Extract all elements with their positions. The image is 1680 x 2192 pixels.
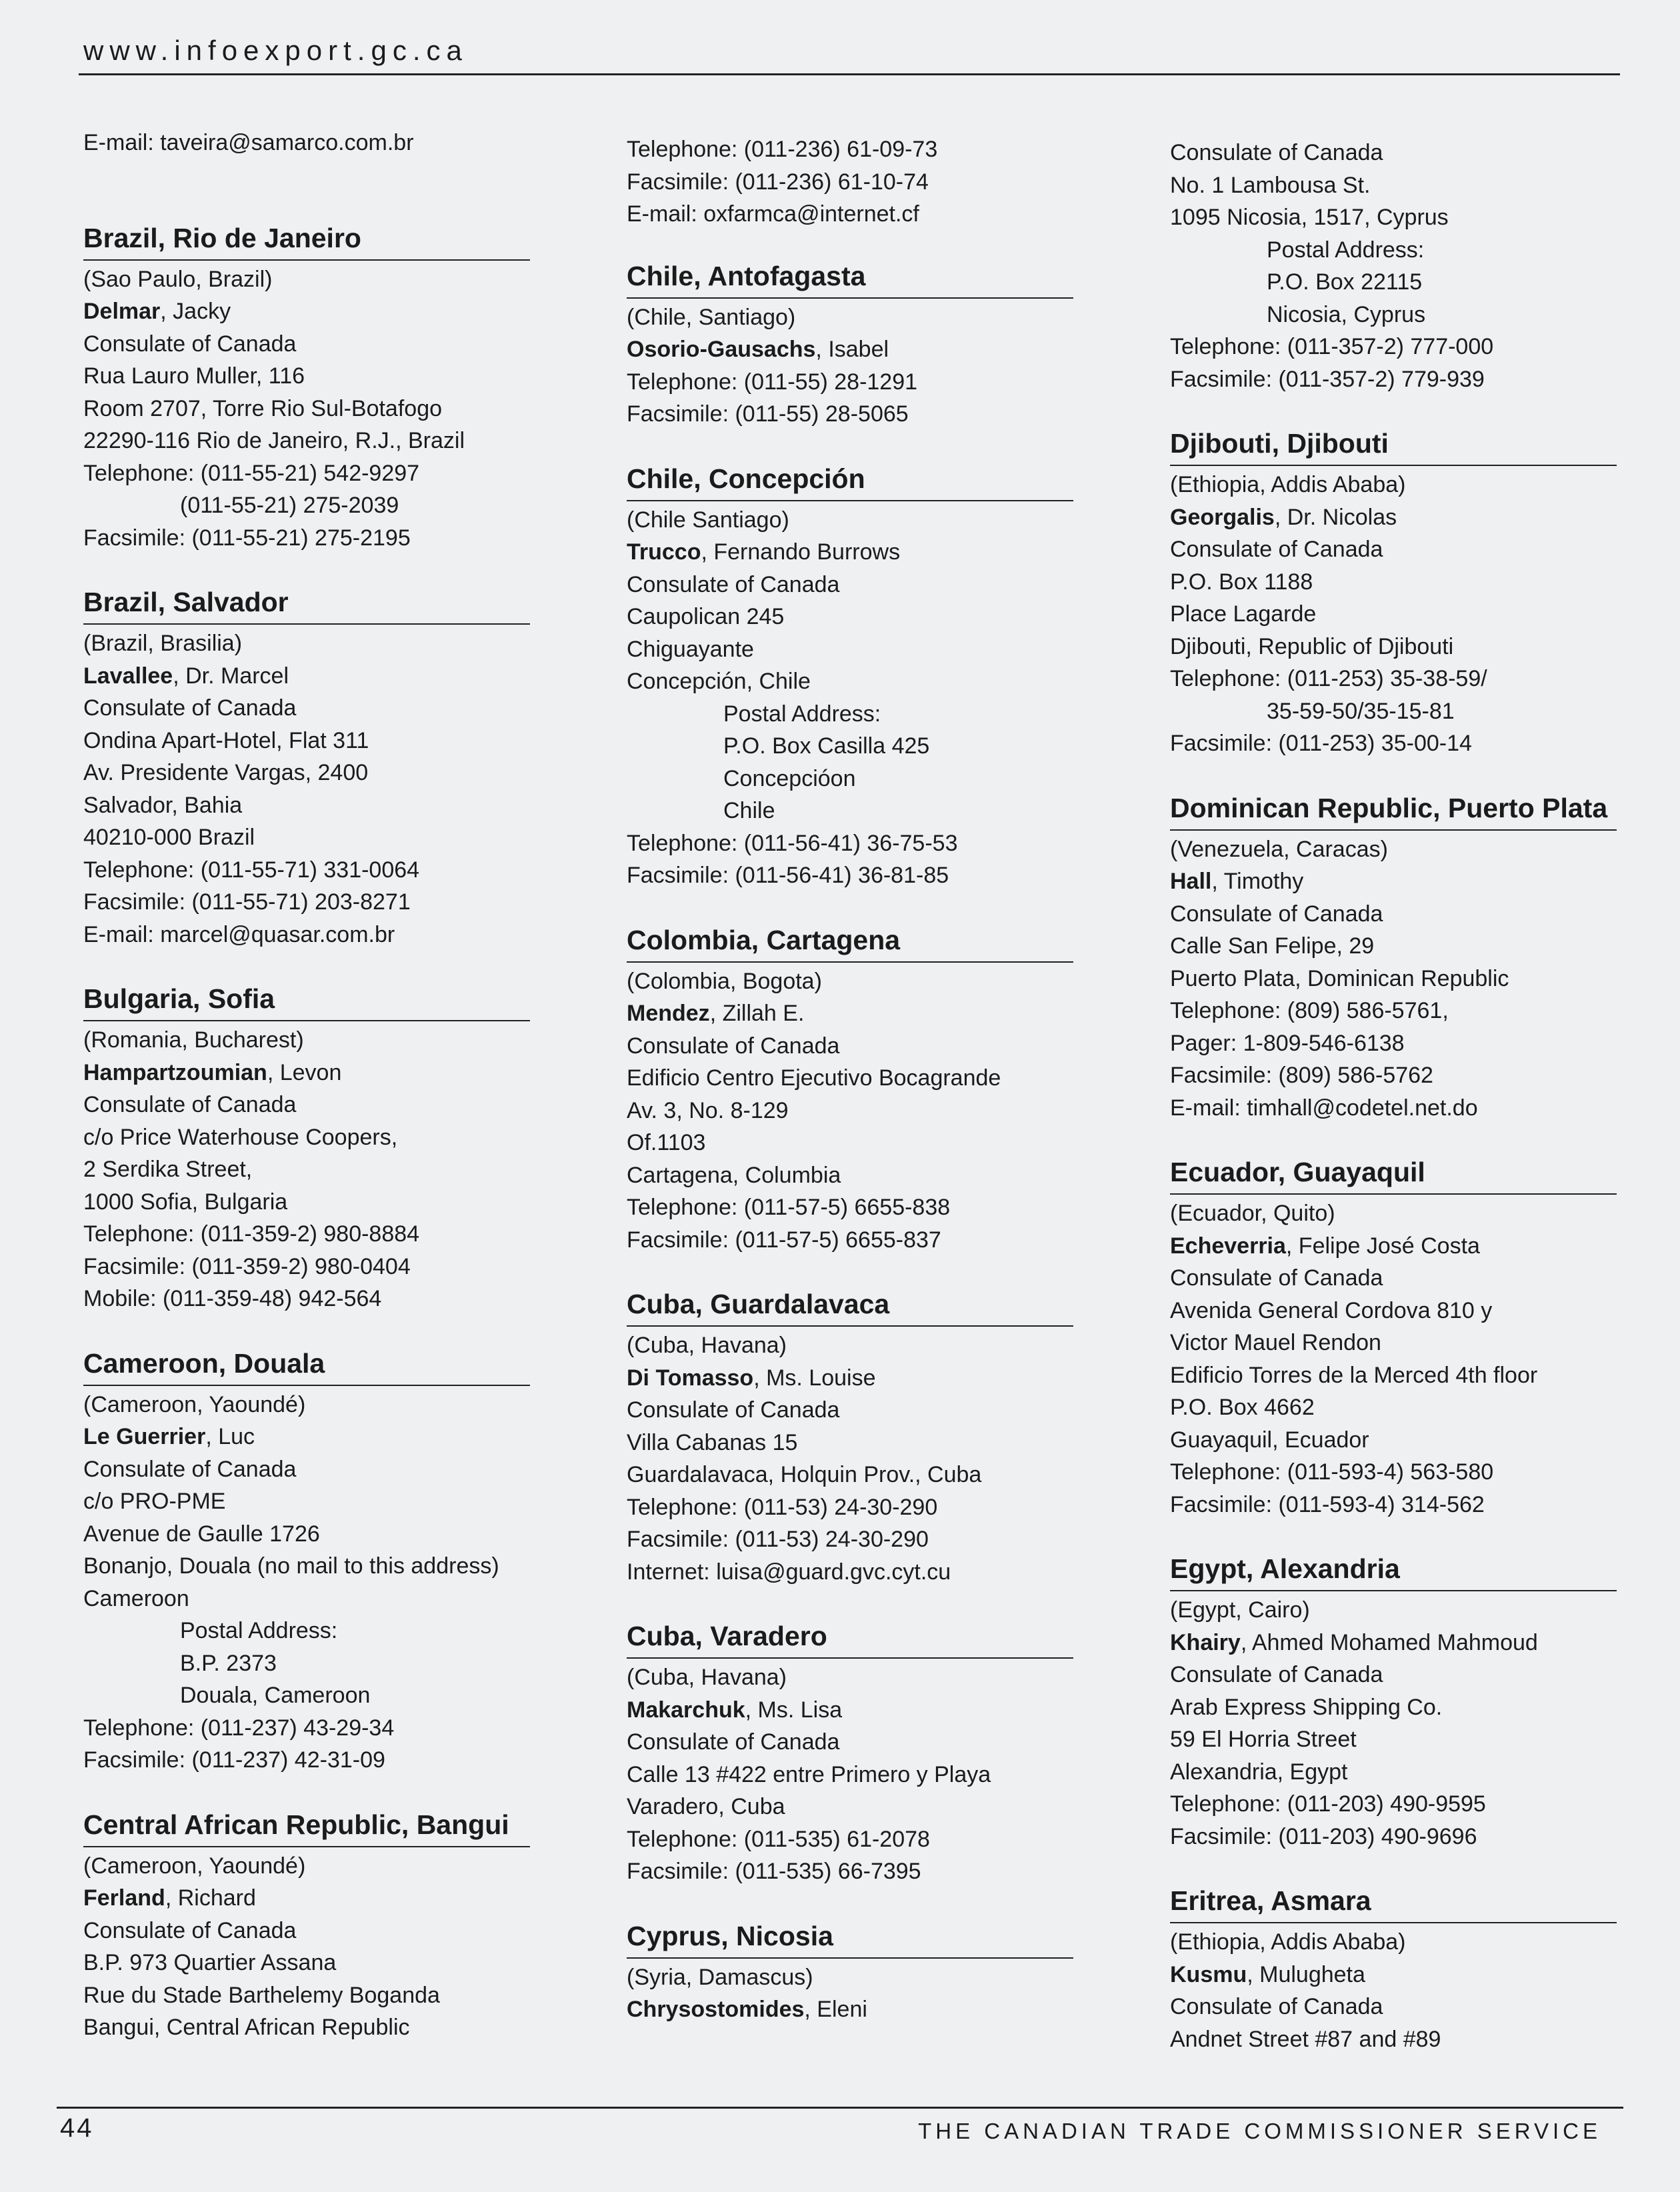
address-line: Consulate of Canada (1170, 1662, 1383, 1687)
address-line: Facsimile: (011-203) 490-9696 (1170, 1823, 1477, 1849)
entry-region: (Ecuador, Quito) (1170, 1201, 1335, 1226)
entry-title: Brazil, Salvador (83, 583, 530, 625)
entry-region: (Venezuela, Caracas) (1170, 836, 1388, 862)
directory-entry (627, 1917, 1147, 2026)
address-line: Postal Address: (723, 701, 881, 727)
address-line: 40210-000 Brazil (83, 825, 255, 850)
contact-surname: Kusmu (1170, 1961, 1247, 1987)
contact-name (83, 295, 637, 328)
directory-entry (83, 1806, 637, 2044)
address-line: Caupolican 245 (627, 604, 785, 629)
address-line: Room 2707, Torre Rio Sul-Botafogo (83, 395, 443, 421)
entry-region: (Cameroon, Yaoundé) (83, 1853, 306, 1879)
address-line: Facsimile: (011-56-41) 36-81-85 (627, 863, 949, 888)
column-3 (1170, 137, 1637, 2055)
address-line: Consulate of Canada (1170, 1265, 1383, 1291)
address-line: c/o PRO-PME (83, 1489, 226, 1514)
entry-title: Bulgaria, Sofia (83, 980, 530, 1021)
address-line: E-mail: taveira@samarco.com.br (83, 130, 414, 155)
address-line: Facsimile: (011-55-21) 275-2195 (83, 525, 411, 551)
address-line: 35-59-50/35-15-81 (1267, 698, 1455, 724)
address-line: Telephone: (011-357-2) 777-000 (1170, 334, 1494, 359)
contact-surname: Hampartzoumian (83, 1059, 267, 1085)
address-line: 1000 Sofia, Bulgaria (83, 1189, 288, 1215)
continued-entry (1170, 137, 1637, 395)
directory-entry (1170, 425, 1637, 760)
contact-name (1170, 1230, 1637, 1263)
contact-name (83, 1421, 637, 1453)
address-line: 2 Serdika Street, (83, 1157, 253, 1182)
contact-name (1170, 501, 1637, 534)
address-line: Consulate of Canada (1170, 537, 1383, 562)
address-line: Consulate of Canada (1170, 140, 1383, 165)
contact-surname: Makarchuk (627, 1697, 745, 1723)
directory-entry (627, 1285, 1147, 1588)
entry-title: Cameroon, Douala (83, 1345, 530, 1386)
address-line: Ondina Apart-Hotel, Flat 311 (83, 727, 369, 753)
address-line: Cartagena, Columbia (627, 1162, 841, 1188)
address-line: Arab Express Shipping Co. (1170, 1694, 1443, 1720)
page-number: 44 (60, 2113, 94, 2143)
contact-surname: Ferland (83, 1885, 165, 1911)
address-line: Consulate of Canada (1170, 901, 1383, 927)
address-line: Consulate of Canada (1170, 1994, 1383, 2019)
address-line: Av. 3, No. 8-129 (627, 1097, 789, 1123)
address-line: 22290-116 Rio de Janeiro, R.J., Brazil (83, 428, 465, 453)
directory-entry (627, 921, 1147, 1257)
address-line: B.P. 2373 (180, 1650, 277, 1676)
contact-given-name: , Dr. Marcel (173, 663, 289, 689)
entry-region: (Sao Paulo, Brazil) (83, 266, 273, 292)
address-line: Calle 13 #422 entre Primero y Playa (627, 1761, 991, 1787)
address-line: Telephone: (809) 586-5761, (1170, 998, 1449, 1023)
address-line: Puerto Plata, Dominican Republic (1170, 965, 1509, 991)
contact-name (83, 1057, 637, 1089)
contact-surname: Khairy (1170, 1629, 1241, 1655)
entry-region: (Cuba, Havana) (627, 1333, 787, 1358)
contact-surname: Georgalis (1170, 504, 1275, 530)
address-line: Bangui, Central African Republic (83, 2015, 410, 2040)
address-line: Facsimile: (809) 586-5762 (1170, 1063, 1433, 1088)
publication-name: THE CANADIAN TRADE COMMISSIONER SERVICE (918, 2119, 1601, 2143)
contact-surname: Delmar (83, 299, 161, 324)
address-line: Consulate of Canada (83, 1456, 297, 1482)
directory-entry (627, 257, 1147, 431)
contact-name (1170, 1959, 1637, 1991)
address-line: Facsimile: (011-253) 35-00-14 (1170, 731, 1472, 756)
contact-given-name: , Felipe José Costa (1285, 1233, 1480, 1259)
contact-given-name: , Fernando Burrows (701, 539, 901, 565)
contact-name (627, 1694, 1147, 1727)
address-line: Telephone: (011-236) 61-09-73 (627, 137, 938, 162)
entry-title: Brazil, Rio de Janeiro (83, 219, 530, 261)
directory-entry (627, 460, 1147, 892)
address-line: E-mail: timhall@codetel.net.do (1170, 1095, 1478, 1121)
entry-region: (Colombia, Bogota) (627, 968, 822, 994)
address-line: Nicosia, Cyprus (1267, 301, 1426, 327)
address-line: 1095 Nicosia, 1517, Cyprus (1170, 205, 1449, 230)
contact-name (83, 660, 637, 693)
address-line: Telephone: (011-237) 43-29-34 (83, 1715, 395, 1741)
address-line: Postal Address: (1267, 237, 1425, 263)
contact-name (627, 1362, 1147, 1395)
address-line: Facsimile: (011-55) 28-5065 (627, 401, 909, 427)
contact-given-name: , Levon (267, 1059, 342, 1085)
contact-surname: Hall (1170, 869, 1212, 894)
address-line: Facsimile: (011-237) 42-31-09 (83, 1747, 385, 1773)
contact-name (627, 997, 1147, 1030)
directory-entry (83, 583, 637, 951)
entry-region: (Brazil, Brasilia) (83, 631, 243, 656)
address-line: Consulate of Canada (627, 571, 840, 597)
entry-region: (Syria, Damascus) (627, 1964, 813, 1990)
address-line: Concepcióon (723, 765, 856, 791)
contact-given-name: , Richard (165, 1885, 256, 1911)
entry-title: Eritrea, Asmara (1170, 1882, 1617, 1923)
entry-region: (Egypt, Cairo) (1170, 1597, 1310, 1623)
address-line: Guardalavaca, Holquin Prov., Cuba (627, 1462, 982, 1487)
address-line: Pager: 1-809-546-6138 (1170, 1030, 1405, 1056)
address-line: Telephone: (011-535) 61-2078 (627, 1826, 930, 1852)
address-line: Av. Presidente Vargas, 2400 (83, 760, 369, 785)
directory-entry (83, 1345, 637, 1777)
bottom-divider (57, 2107, 1623, 2109)
address-line: Telephone: (011-593-4) 563-580 (1170, 1459, 1494, 1485)
address-line: 59 El Horria Street (1170, 1727, 1357, 1752)
contact-surname: Osorio-Gausachs (627, 337, 816, 362)
address-line: Consulate of Canada (83, 695, 297, 721)
address-line: P.O. Box Casilla 425 (723, 733, 930, 759)
contact-given-name: , Eleni (804, 1997, 867, 2022)
contact-name (627, 536, 1147, 569)
address-line: Consulate of Canada (83, 1092, 297, 1117)
address-line: Avenida General Cordova 810 y (1170, 1297, 1493, 1323)
entry-title: Egypt, Alexandria (1170, 1550, 1617, 1591)
directory-entry (1170, 1153, 1637, 1521)
address-line: Of.1103 (627, 1130, 706, 1155)
entry-title: Chile, Antofagasta (627, 257, 1073, 299)
address-line: Edificio Centro Ejecutivo Bocagrande (627, 1065, 1001, 1091)
contact-name (83, 1882, 637, 1915)
address-line: Salvador, Bahia (83, 792, 243, 818)
address-line: Telephone: (011-55-21) 542-9297 (83, 460, 420, 486)
continued-entry (83, 127, 637, 159)
address-line: Consulate of Canada (83, 1917, 297, 1943)
address-line: E-mail: oxfarmca@internet.cf (627, 201, 919, 227)
entry-region: (Romania, Bucharest) (83, 1027, 304, 1053)
address-line: Telephone: (011-53) 24-30-290 (627, 1494, 938, 1520)
address-line: Avenue de Gaulle 1726 (83, 1521, 320, 1547)
address-line: B.P. 973 Quartier Assana (83, 1950, 337, 1975)
address-line: Villa Cabanas 15 (627, 1429, 798, 1455)
address-line: Telephone: (011-55-71) 331-0064 (83, 857, 420, 883)
address-line: Rua Lauro Muller, 116 (83, 363, 305, 389)
address-line: Concepción, Chile (627, 669, 811, 694)
site-url: www.infoexport.gc.ca (83, 35, 468, 66)
address-line: Facsimile: (011-357-2) 779-939 (1170, 366, 1485, 392)
entry-title: Cyprus, Nicosia (627, 1917, 1073, 1959)
contact-surname: Chrysostomides (627, 1997, 805, 2022)
address-line: Chiguayante (627, 636, 754, 662)
entry-title: Cuba, Varadero (627, 1617, 1073, 1659)
address-line: Postal Address: (180, 1618, 338, 1643)
address-line: Douala, Cameroon (180, 1683, 371, 1708)
address-line: E-mail: marcel@quasar.com.br (83, 921, 395, 947)
contact-surname: Le Guerrier (83, 1424, 206, 1449)
address-line: Chile (723, 798, 775, 823)
address-line: Internet: luisa@guard.gvc.cyt.cu (627, 1559, 951, 1585)
entry-region: (Ethiopia, Addis Ababa) (1170, 472, 1406, 497)
address-line: Djibouti, Republic of Djibouti (1170, 633, 1454, 659)
address-line: Facsimile: (011-53) 24-30-290 (627, 1527, 929, 1552)
address-line: Facsimile: (011-359-2) 980-0404 (83, 1253, 411, 1279)
contact-surname: Echeverria (1170, 1233, 1286, 1259)
address-line: Telephone: (011-359-2) 980-8884 (83, 1221, 420, 1247)
entry-title: Central African Republic, Bangui (83, 1806, 530, 1847)
address-line: Facsimile: (011-55-71) 203-8271 (83, 889, 411, 915)
entry-region: (Ethiopia, Addis Ababa) (1170, 1929, 1406, 1955)
address-line: Telephone: (011-56-41) 36-75-53 (627, 830, 958, 856)
contact-given-name: , Mulugheta (1247, 1961, 1365, 1987)
address-line: Cameroon (83, 1585, 189, 1611)
address-line: Facsimile: (011-593-4) 314-562 (1170, 1491, 1485, 1517)
contact-surname: Mendez (627, 1001, 710, 1026)
contact-given-name: , Ms. Lisa (745, 1697, 843, 1723)
address-line: Telephone: (011-55) 28-1291 (627, 369, 918, 395)
top-divider (79, 73, 1620, 75)
directory-entry (83, 219, 637, 555)
address-line: Consulate of Canada (627, 1397, 840, 1423)
address-line: Edificio Torres de la Merced 4th floor (1170, 1362, 1538, 1388)
contact-surname: Trucco (627, 539, 701, 565)
address-line: Calle San Felipe, 29 (1170, 933, 1375, 959)
entry-region: (Chile Santiago) (627, 507, 789, 533)
entry-region: (Cuba, Havana) (627, 1665, 787, 1690)
address-line: Telephone: (011-253) 35-38-59/ (1170, 666, 1487, 691)
address-line: Rue du Stade Barthelemy Boganda (83, 1982, 440, 2008)
address-line: Telephone: (011-57-5) 6655-838 (627, 1195, 951, 1220)
continued-entry (627, 133, 1147, 231)
directory-entry (1170, 1550, 1637, 1853)
contact-given-name: , Dr. Nicolas (1274, 504, 1397, 530)
contact-given-name: , Zillah E. (709, 1001, 805, 1026)
directory-entry (83, 980, 637, 1315)
contact-name (627, 1993, 1147, 2026)
address-line: Consulate of Canada (627, 1033, 840, 1059)
directory-entry (1170, 1882, 1637, 2055)
contact-name (1170, 1627, 1637, 1659)
column-2 (627, 133, 1147, 2026)
address-line: Mobile: (011-359-48) 942-564 (83, 1286, 382, 1311)
contact-given-name: , Isabel (815, 337, 889, 362)
contact-given-name: , Ms. Louise (753, 1365, 876, 1391)
address-line: Andnet Street #87 and #89 (1170, 2026, 1441, 2052)
directory-entry (627, 1617, 1147, 1888)
address-line: P.O. Box 1188 (1170, 569, 1313, 595)
address-line: P.O. Box 22115 (1267, 269, 1423, 295)
entry-title: Chile, Concepción (627, 460, 1073, 501)
address-line: Consulate of Canada (83, 331, 297, 357)
contact-given-name: , Ahmed Mohamed Mahmoud (1240, 1629, 1538, 1655)
address-line: c/o Price Waterhouse Coopers, (83, 1124, 398, 1150)
address-line: Consulate of Canada (627, 1729, 840, 1755)
entry-title: Cuba, Guardalavaca (627, 1285, 1073, 1327)
address-line: P.O. Box 4662 (1170, 1395, 1315, 1420)
contact-given-name: , Jacky (160, 299, 231, 324)
entry-region: (Chile, Santiago) (627, 304, 796, 330)
address-line: Alexandria, Egypt (1170, 1759, 1348, 1785)
address-line: Bonanjo, Douala (no mail to this address) (83, 1553, 499, 1579)
entry-region: (Cameroon, Yaoundé) (83, 1391, 306, 1417)
address-line: Facsimile: (011-57-5) 6655-837 (627, 1227, 941, 1253)
column-1 (83, 127, 637, 2044)
address-line: (011-55-21) 275-2039 (180, 493, 399, 518)
contact-name (1170, 865, 1637, 898)
entry-title: Ecuador, Guayaquil (1170, 1153, 1617, 1195)
entry-title: Dominican Republic, Puerto Plata (1170, 789, 1617, 831)
directory-entry (1170, 789, 1637, 1125)
address-line: Guayaquil, Ecuador (1170, 1427, 1369, 1453)
entry-title: Djibouti, Djibouti (1170, 425, 1617, 466)
address-line: Varadero, Cuba (627, 1794, 785, 1819)
address-line: Place Lagarde (1170, 601, 1317, 627)
address-line: No. 1 Lambousa St. (1170, 172, 1371, 198)
address-line: Facsimile: (011-236) 61-10-74 (627, 169, 929, 195)
contact-given-name: , Luc (205, 1424, 255, 1449)
contact-name (627, 333, 1147, 366)
address-line: Victor Mauel Rendon (1170, 1330, 1381, 1355)
address-line: Telephone: (011-203) 490-9595 (1170, 1791, 1486, 1817)
contact-surname: Di Tomasso (627, 1365, 754, 1391)
contact-surname: Lavallee (83, 663, 173, 689)
address-line: Facsimile: (011-535) 66-7395 (627, 1859, 921, 1884)
contact-given-name: , Timothy (1211, 869, 1304, 894)
entry-title: Colombia, Cartagena (627, 921, 1073, 963)
